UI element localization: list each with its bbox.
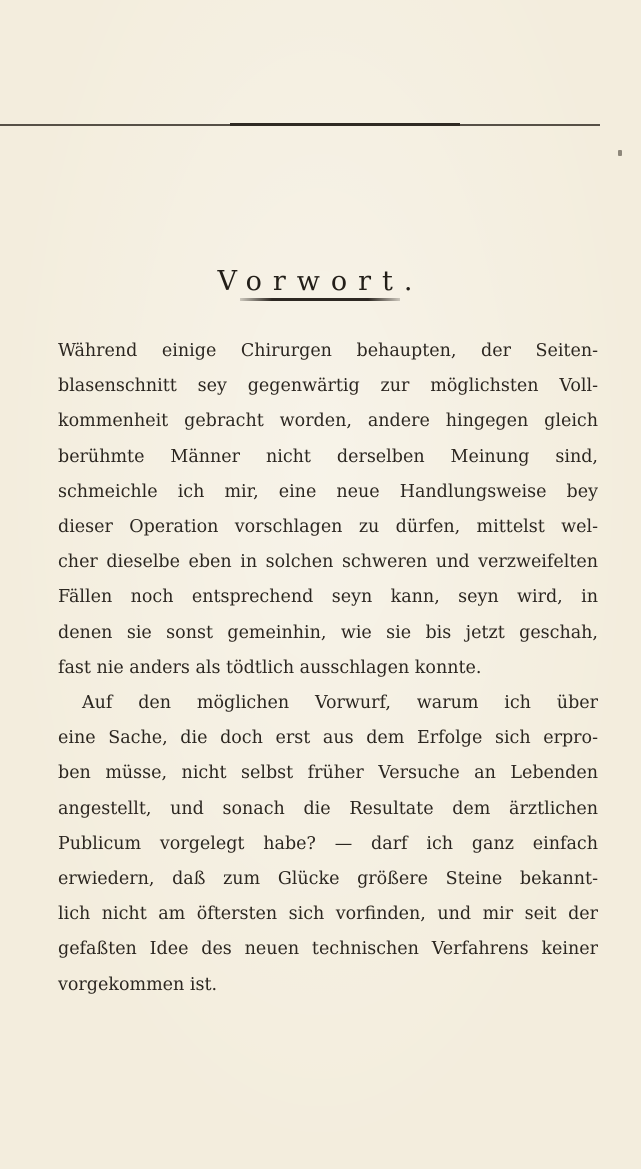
text-line: Publicum vorgelegt habe? — darf ich ganz einfach <box>58 833 598 854</box>
text-line: gefaßten Idee des neuen technischen Verfahrens keiner <box>58 939 598 960</box>
preface-text <box>58 334 598 1003</box>
text-line: Auf den möglichen Vorwurf, warum ich über <box>82 693 598 714</box>
text-line: fast nie anders als tödtlich ausschlagen konnte. <box>58 657 482 678</box>
text-line: angestellt, und sonach die Resultate dem ärztlichen <box>58 798 598 819</box>
text-line: lich nicht am öftersten sich vorfinden, und mir seit der <box>58 904 598 925</box>
text-line: berühmte Männer nicht derselben Meinung sind, <box>58 446 598 467</box>
text-line: denen sie sonst gemeinhin, wie sie bis jetzt geschah, <box>58 622 598 643</box>
text-line: Fällen noch entsprechend seyn kann, seyn wird, in <box>58 587 598 608</box>
text-line: eine Sache, die doch erst aus dem Erfolge sich erpro- <box>58 728 598 749</box>
text-line: ben müsse, nicht selbst früher Versuche an Lebenden <box>58 763 598 784</box>
text-line: Während einige Chirurgen behaupten, der Seiten- <box>58 341 598 361</box>
text-line: cher dieselbe eben in solchen schweren und verzweifelten <box>58 552 598 573</box>
text-line: blasenschnitt sey gegenwärtig zur möglichsten Voll- <box>58 376 598 397</box>
text-line: erwiedern, daß zum Glücke größere Steine bekannt- <box>58 869 598 890</box>
text-line: vorgekommen ist. <box>58 974 218 995</box>
title-rule <box>240 298 400 301</box>
top-rule-accent <box>230 123 460 126</box>
page-title: Vorwort. <box>217 266 424 297</box>
text-line: kommenheit gebracht worden, andere hingegen gleich <box>58 411 598 432</box>
text-line: schmeichle ich mir, eine neue Handlungsweise bey <box>58 481 598 502</box>
printer-mark <box>618 150 622 156</box>
text-line: dieser Operation vorschlagen zu dürfen, mittelst wel- <box>58 517 598 538</box>
